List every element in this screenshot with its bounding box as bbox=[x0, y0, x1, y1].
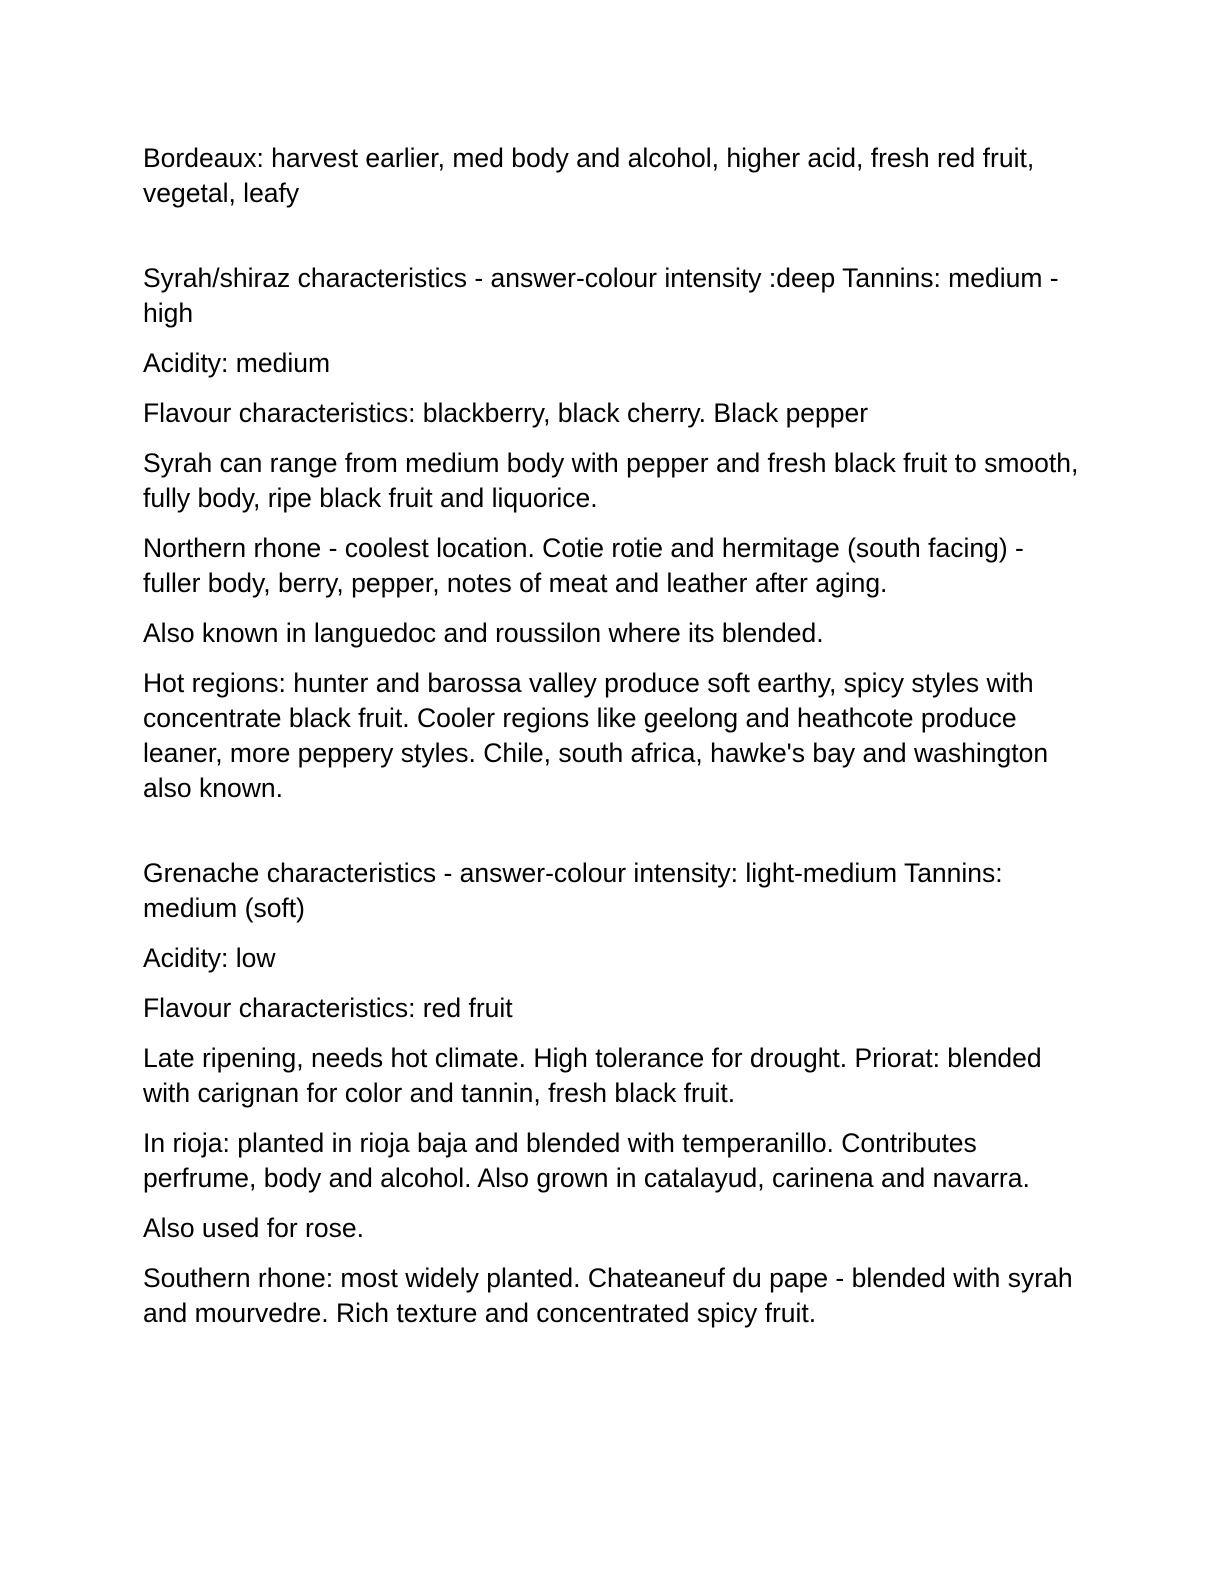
paragraph-grenache-rioja: In rioja: planted in rioja baja and blended with temperanillo. Contributes perfrume, body and alcohol. Also grown in catalayud, carinena and navarra. bbox=[143, 1128, 1030, 1193]
paragraph-grenache-southern-rhone: Southern rhone: most widely planted. Chateaneuf du pape - blended with syrah and mourvedre. Rich texture and concentrated spicy fruit. bbox=[143, 1263, 1073, 1328]
paragraph-syrah-flavour: Flavour characteristics: blackberry, black cherry. Black pepper bbox=[143, 398, 869, 428]
paragraph-grenache-flavour: Flavour characteristics: red fruit bbox=[143, 993, 513, 1023]
document-body bbox=[143, 141, 1083, 1346]
paragraph-grenache-ripening: Late ripening, needs hot climate. High tolerance for drought. Priorat: blended with carignan for color and tannin, fresh black fruit. bbox=[143, 1043, 1042, 1108]
paragraph-syrah-acidity: Acidity: medium bbox=[143, 348, 331, 378]
paragraph-syrah-heading: Syrah/shiraz characteristics - answer-colour intensity :deep Tannins: medium - high bbox=[143, 263, 1059, 328]
paragraph-grenache-rose: Also used for rose. bbox=[143, 1213, 364, 1243]
paragraph-syrah-hot-regions: Hot regions: hunter and barossa valley produce soft earthy, spicy styles with concentrate black fruit. Cooler regions like geelong and heathcote produce leaner, more peppery styles. Chile, south africa, hawke's bay and washington also known. bbox=[143, 668, 1049, 803]
paragraph-syrah-languedoc: Also known in languedoc and roussilon where its blended. bbox=[143, 618, 824, 648]
paragraph-bordeaux: Bordeaux: harvest earlier, med body and alcohol, higher acid, fresh red fruit, vegetal, leafy bbox=[143, 143, 1035, 208]
paragraph-syrah-northern-rhone: Northern rhone - coolest location. Cotie rotie and hermitage (south facing) - fuller body, berry, pepper, notes of meat and leather after aging. bbox=[143, 533, 1024, 598]
paragraph-syrah-range: Syrah can range from medium body with pepper and fresh black fruit to smooth, fully body, ripe black fruit and liquorice. bbox=[143, 448, 1079, 513]
paragraph-grenache-acidity: Acidity: low bbox=[143, 943, 276, 973]
paragraph-grenache-heading: Grenache characteristics - answer-colour intensity: light-medium Tannins: medium (soft) bbox=[143, 858, 1003, 923]
